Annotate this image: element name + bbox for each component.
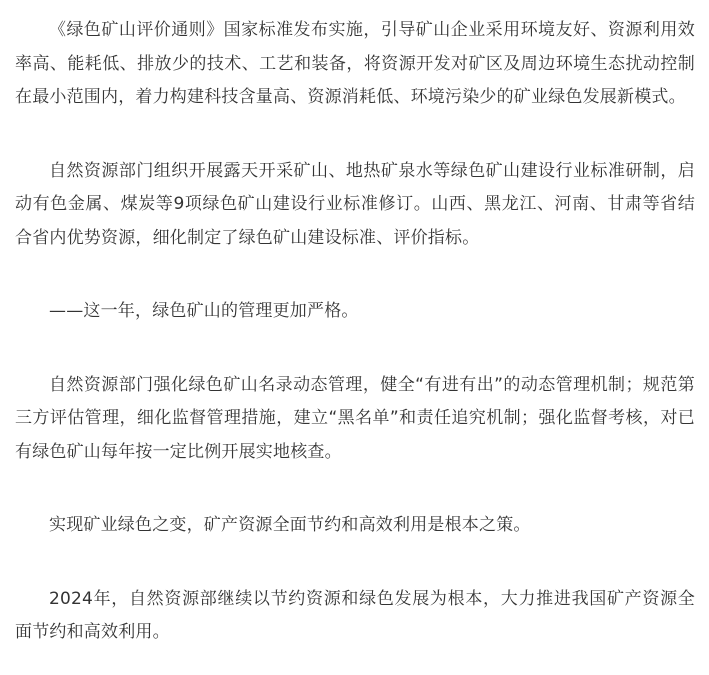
paragraph-standard-release: 《绿色矿山评价通则》国家标准发布实施，引导矿山企业采用环境友好、资源利用效率高、能耗低、排放少的技术、工艺和装备，将资源开发对矿区及周边环境生态扰动控制在最小范围内，着力构建科技含量高、资源消耗低、环境污染少的矿业绿色发展新模式。 xyxy=(15,20,695,107)
paragraph-fundamental-policy: 实现矿业绿色之变，矿产资源全面节约和高效利用是根本之策。 xyxy=(49,515,531,535)
paragraph-industry-standards: 自然资源部门组织开展露天开采矿山、地热矿泉水等绿色矿山建设行业标准研制，启动有色金属、煤炭等9项绿色矿山建设行业标准修订。山西、黑龙江、河南、甘肃等省结合省内优势资源，细化制定了绿色矿山建设标准、评价指标。 xyxy=(15,160,695,248)
paragraph-2024-outlook: 2024年，自然资源部继续以节约资源和绿色发展为根本，大力推进我国矿产资源全面节约和高效利用。 xyxy=(15,588,695,642)
paragraph-stricter-management: ——这一年，绿色矿山的管理更加严格。 xyxy=(49,301,359,321)
article-body xyxy=(15,14,695,650)
paragraph-dynamic-management: 自然资源部门强化绿色矿山名录动态管理，健全“有进有出”的动态管理机制；规范第三方评估管理，细化监督管理措施，建立“黑名单”和责任追究机制；强化监督考核，对已有绿色矿山每年按一定比例开展实地核查。 xyxy=(15,374,695,462)
